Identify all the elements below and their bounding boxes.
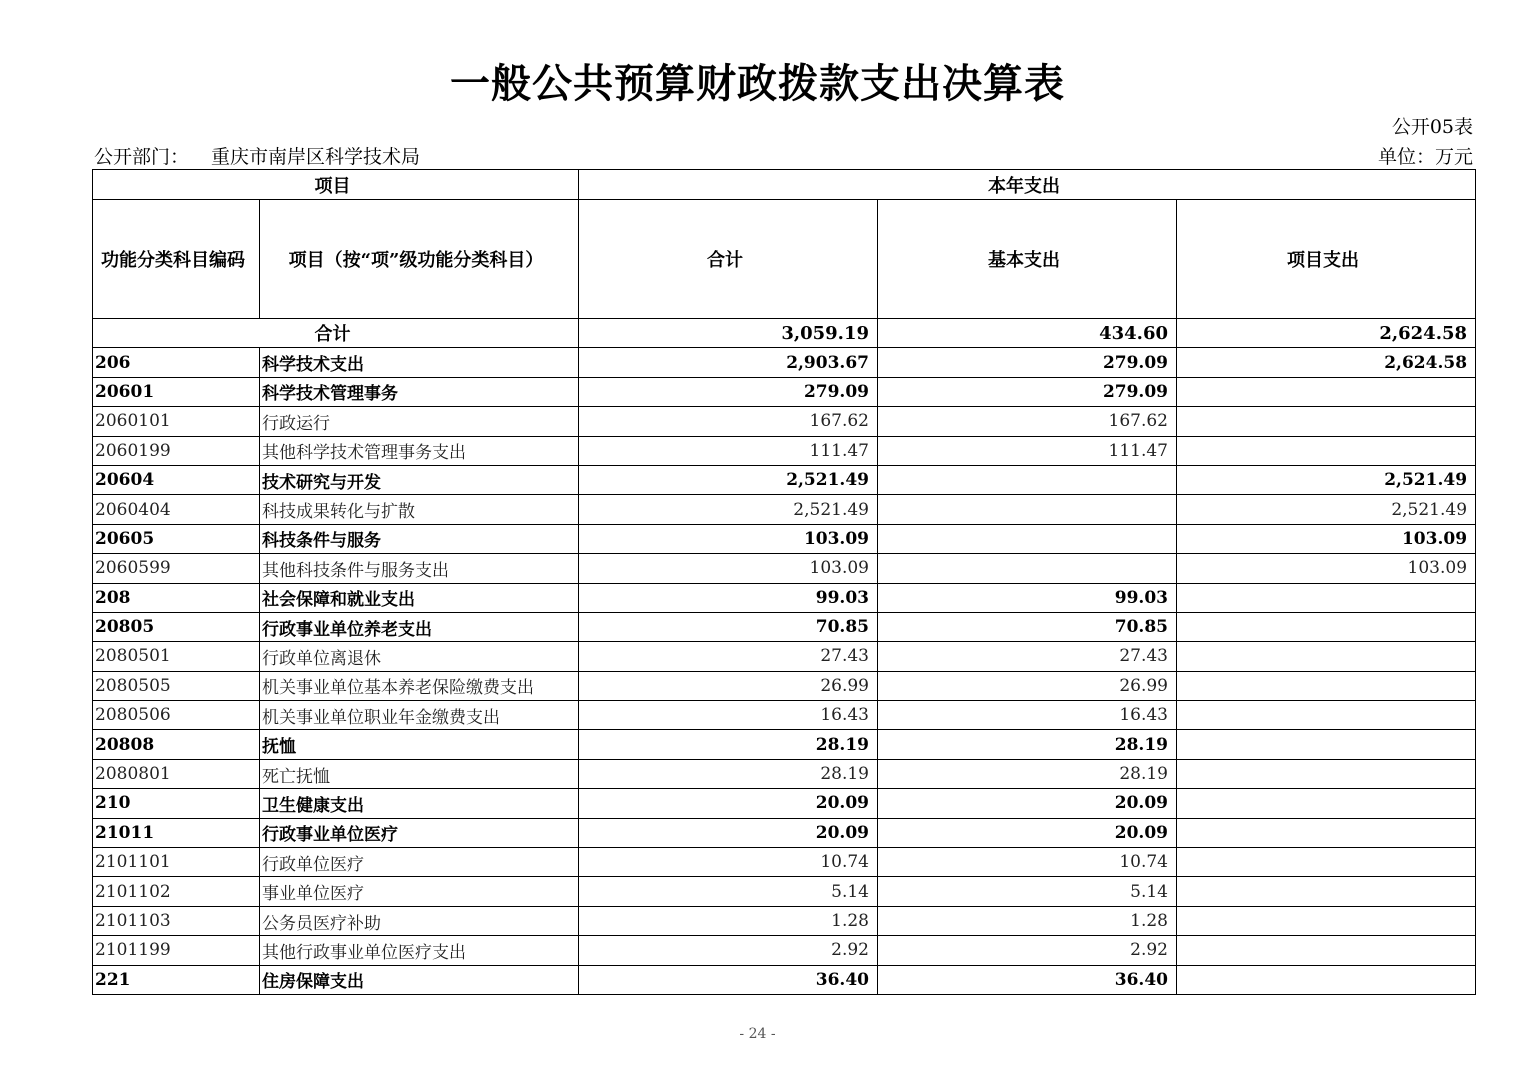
expenditure-table: [92, 169, 1476, 995]
code-cell: 221: [93, 965, 260, 994]
total-project-cell: 2,624.58: [1177, 319, 1476, 348]
project-cell: [1177, 965, 1476, 994]
basic-cell: 26.99: [878, 671, 1177, 700]
department-line: [94, 142, 420, 169]
header-project: 项目支出: [1177, 200, 1476, 319]
department-name: 重庆市南岸区科学技术局: [211, 146, 421, 168]
total-cell: 3,059.19: [579, 319, 878, 348]
department-label: 公开部门：: [94, 146, 190, 168]
project-cell: [1177, 789, 1476, 818]
total-cell: 2.92: [579, 936, 878, 965]
code-cell: 2060101: [93, 407, 260, 436]
header-total: 合计: [579, 200, 878, 319]
table-row: [93, 877, 1476, 906]
name-cell: 科技条件与服务: [260, 524, 579, 553]
basic-cell: 27.43: [878, 642, 1177, 671]
project-cell: 103.09: [1177, 554, 1476, 583]
project-cell: [1177, 671, 1476, 700]
code-cell: 2080506: [93, 701, 260, 730]
total-cell: 2,521.49: [579, 465, 878, 494]
name-cell: 死亡抚恤: [260, 759, 579, 788]
total-label: 合计: [93, 319, 579, 348]
basic-cell: 279.09: [878, 377, 1177, 406]
code-cell: 2080505: [93, 671, 260, 700]
basic-cell: 70.85: [878, 612, 1177, 641]
basic-cell: 16.43: [878, 701, 1177, 730]
table-row: [93, 377, 1476, 406]
name-cell: 其他科学技术管理事务支出: [260, 436, 579, 465]
table-row: [93, 642, 1476, 671]
basic-cell: [878, 465, 1177, 494]
project-cell: [1177, 583, 1476, 612]
name-cell: 其他科技条件与服务支出: [260, 554, 579, 583]
page-title: 一般公共预算财政拨款支出决算表: [450, 60, 1065, 107]
basic-cell: 10.74: [878, 848, 1177, 877]
header-name: 项目（按“项”级功能分类科目）: [260, 200, 579, 319]
table-row: [93, 524, 1476, 553]
header-basic: 基本支出: [878, 200, 1177, 319]
header-code: 功能分类科目编码: [93, 200, 260, 319]
name-cell: 机关事业单位基本养老保险缴费支出: [260, 671, 579, 700]
code-cell: 2080801: [93, 759, 260, 788]
total-cell: 36.40: [579, 965, 878, 994]
basic-cell: 20.09: [878, 789, 1177, 818]
basic-cell: 5.14: [878, 877, 1177, 906]
code-cell: 206: [93, 348, 260, 377]
total-cell: 16.43: [579, 701, 878, 730]
total-cell: 28.19: [579, 730, 878, 759]
total-cell: 20.09: [579, 818, 878, 847]
code-cell: 2080501: [93, 642, 260, 671]
total-cell: 27.43: [579, 642, 878, 671]
code-cell: 2101102: [93, 877, 260, 906]
table-row: [93, 730, 1476, 759]
table-row: [93, 701, 1476, 730]
project-cell: [1177, 936, 1476, 965]
name-cell: 科学技术支出: [260, 348, 579, 377]
total-cell: 2,903.67: [579, 348, 878, 377]
project-cell: [1177, 612, 1476, 641]
unit-label: 单位：万元: [1377, 146, 1473, 168]
table-row: [93, 612, 1476, 641]
project-cell: [1177, 436, 1476, 465]
header-row-groups: [93, 170, 1476, 200]
code-cell: 21011: [93, 818, 260, 847]
name-cell: 行政运行: [260, 407, 579, 436]
basic-cell: 99.03: [878, 583, 1177, 612]
table-row: [93, 818, 1476, 847]
table-row: [93, 465, 1476, 494]
name-cell: 事业单位医疗: [260, 877, 579, 906]
basic-cell: 28.19: [878, 730, 1177, 759]
table-row: [93, 348, 1476, 377]
total-cell: 70.85: [579, 612, 878, 641]
project-cell: 103.09: [1177, 524, 1476, 553]
form-number: 公开05表: [1391, 116, 1473, 138]
code-cell: 2060599: [93, 554, 260, 583]
name-cell: 公务员医疗补助: [260, 906, 579, 935]
total-row: [93, 319, 1476, 348]
basic-cell: [878, 554, 1177, 583]
code-cell: 20604: [93, 465, 260, 494]
name-cell: 行政事业单位医疗: [260, 818, 579, 847]
table-row: [93, 436, 1476, 465]
name-cell: 卫生健康支出: [260, 789, 579, 818]
name-cell: 住房保障支出: [260, 965, 579, 994]
project-cell: [1177, 701, 1476, 730]
code-cell: 20808: [93, 730, 260, 759]
code-cell: 208: [93, 583, 260, 612]
name-cell: 科学技术管理事务: [260, 377, 579, 406]
table-row: [93, 848, 1476, 877]
name-cell: 社会保障和就业支出: [260, 583, 579, 612]
project-cell: [1177, 848, 1476, 877]
total-cell: 2,521.49: [579, 495, 878, 524]
total-cell: 111.47: [579, 436, 878, 465]
project-cell: [1177, 818, 1476, 847]
basic-cell: [878, 524, 1177, 553]
total-cell: 26.99: [579, 671, 878, 700]
code-cell: 2101199: [93, 936, 260, 965]
basic-cell: 20.09: [878, 818, 1177, 847]
total-cell: 5.14: [579, 877, 878, 906]
table-row: [93, 759, 1476, 788]
table-row: [93, 965, 1476, 994]
code-cell: 2060199: [93, 436, 260, 465]
basic-cell: 167.62: [878, 407, 1177, 436]
code-cell: 20601: [93, 377, 260, 406]
project-cell: 2,624.58: [1177, 348, 1476, 377]
project-cell: 2,521.49: [1177, 495, 1476, 524]
total-cell: 99.03: [579, 583, 878, 612]
project-cell: [1177, 759, 1476, 788]
code-cell: 210: [93, 789, 260, 818]
code-cell: 2101103: [93, 906, 260, 935]
project-cell: [1177, 407, 1476, 436]
name-cell: 行政事业单位养老支出: [260, 612, 579, 641]
table-row: [93, 554, 1476, 583]
basic-cell: 28.19: [878, 759, 1177, 788]
name-cell: 其他行政事业单位医疗支出: [260, 936, 579, 965]
code-cell: 20605: [93, 524, 260, 553]
header-row-columns: [93, 200, 1476, 319]
name-cell: 技术研究与开发: [260, 465, 579, 494]
total-basic-cell: 434.60: [878, 319, 1177, 348]
name-cell: 行政单位医疗: [260, 848, 579, 877]
basic-cell: 36.40: [878, 965, 1177, 994]
total-cell: 279.09: [579, 377, 878, 406]
total-cell: 10.74: [579, 848, 878, 877]
name-cell: 机关事业单位职业年金缴费支出: [260, 701, 579, 730]
total-cell: 28.19: [579, 759, 878, 788]
total-cell: 103.09: [579, 524, 878, 553]
project-cell: [1177, 877, 1476, 906]
basic-cell: 279.09: [878, 348, 1177, 377]
header-item-group: 项目: [93, 170, 579, 200]
project-cell: [1177, 642, 1476, 671]
name-cell: 行政单位离退休: [260, 642, 579, 671]
table-row: [93, 906, 1476, 935]
basic-cell: 1.28: [878, 906, 1177, 935]
table-row: [93, 671, 1476, 700]
project-cell: [1177, 906, 1476, 935]
project-cell: [1177, 730, 1476, 759]
code-cell: 20805: [93, 612, 260, 641]
table-row: [93, 936, 1476, 965]
total-cell: 1.28: [579, 906, 878, 935]
code-cell: 2101101: [93, 848, 260, 877]
header-expense-group: 本年支出: [579, 170, 1476, 200]
project-cell: 2,521.49: [1177, 465, 1476, 494]
name-cell: 抚恤: [260, 730, 579, 759]
code-cell: 2060404: [93, 495, 260, 524]
total-cell: 167.62: [579, 407, 878, 436]
basic-cell: 2.92: [878, 936, 1177, 965]
table-row: [93, 789, 1476, 818]
page-number: - 24 -: [739, 1026, 776, 1042]
basic-cell: [878, 495, 1177, 524]
total-cell: 20.09: [579, 789, 878, 818]
table-row: [93, 583, 1476, 612]
table-row: [93, 407, 1476, 436]
total-cell: 103.09: [579, 554, 878, 583]
project-cell: [1177, 377, 1476, 406]
name-cell: 科技成果转化与扩散: [260, 495, 579, 524]
table-row: [93, 495, 1476, 524]
basic-cell: 111.47: [878, 436, 1177, 465]
